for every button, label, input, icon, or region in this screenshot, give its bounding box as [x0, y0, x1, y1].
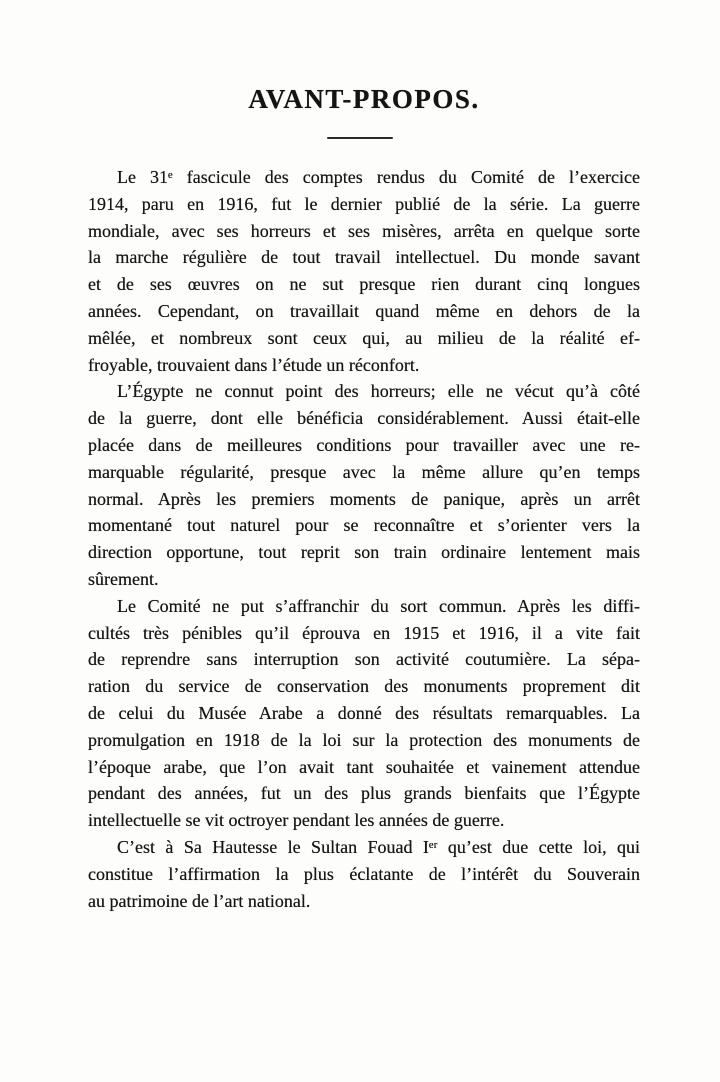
text-line: de celui du Musée Arabe a donné des résultats remarquables. La	[88, 702, 640, 723]
text-line: Le 31ᵉ fascicule des comptes rendus du Comité de l’exercice	[117, 167, 640, 187]
page-title: AVANT-PROPOS.	[248, 84, 480, 114]
text-line: L’Égypte ne connut point des horreurs; elle ne vécut qu’à côté	[117, 381, 640, 402]
paragraph	[88, 378, 640, 592]
text-line: mêlée, et nombreux sont ceux qui, au milieu de la réalité ef-	[88, 327, 640, 348]
paragraph	[88, 834, 640, 914]
text-line: ration du service de conservation des monuments proprement dit	[88, 676, 640, 697]
text-line: sûrement.	[88, 568, 159, 589]
text-line: de la guerre, dont elle bénéficia considérablement. Aussi était-elle	[88, 408, 640, 429]
text-line: mondiale, avec ses horreurs et ses misères, arrêta en quelque sorte	[88, 220, 640, 241]
text-line: promulgation en 1918 de la loi sur la protection des monuments de	[88, 729, 640, 750]
text-line: et de ses œuvres on ne sut presque rien durant cinq longues	[88, 274, 640, 295]
text-line: la marche régulière de tout travail intellectuel. Du monde savant	[88, 247, 640, 268]
text-line: marquable régularité, presque avec la même allure qu’en temps	[88, 461, 640, 482]
text-line: au patrimoine de l’art national.	[88, 890, 311, 911]
text-line: pendant des années, fut un des plus grands bienfaits que l’Égypte	[88, 783, 640, 804]
text-line: cultés très pénibles qu’il éprouva en 1915 et 1916, il a vite fait	[88, 622, 640, 643]
text-line: froyable, trouvaient dans l’étude un réconfort.	[88, 354, 420, 375]
text-line: normal. Après les premiers moments de panique, après un arrêt	[88, 488, 640, 509]
text-line: de reprendre sans interruption son activité coutumière. La sépa-	[88, 649, 640, 670]
text-line: années. Cependant, on travaillait quand même en dehors de la	[88, 300, 640, 321]
text-line: l’époque arabe, que l’on avait tant souhaitée et vainement attendue	[88, 756, 640, 777]
text-line: constitue l’affirmation la plus éclatante de l’intérêt du Souverain	[88, 863, 640, 884]
text-line: placée dans de meilleures conditions pour travailler avec une re-	[88, 434, 640, 455]
text-line: 1914, paru en 1916, fut le dernier publié de la série. La guerre	[88, 193, 640, 214]
body-text	[88, 164, 640, 914]
text-line: momentané tout naturel pour se reconnaître et s’orienter vers la	[88, 515, 640, 536]
title-divider-rule	[327, 137, 393, 139]
paragraph	[88, 164, 640, 378]
text-line: C’est à Sa Hautesse le Sultan Fouad Iᵉʳ qu’est due cette loi, qui	[117, 836, 640, 857]
text-line: Le Comité ne put s’affranchir du sort commun. Après les diffi-	[117, 595, 640, 616]
text-line: intellectuelle se vit octroyer pendant les années de guerre.	[88, 810, 505, 831]
paragraph	[88, 593, 640, 834]
text-line: direction opportune, tout reprit son train ordinaire lentement mais	[88, 542, 640, 563]
